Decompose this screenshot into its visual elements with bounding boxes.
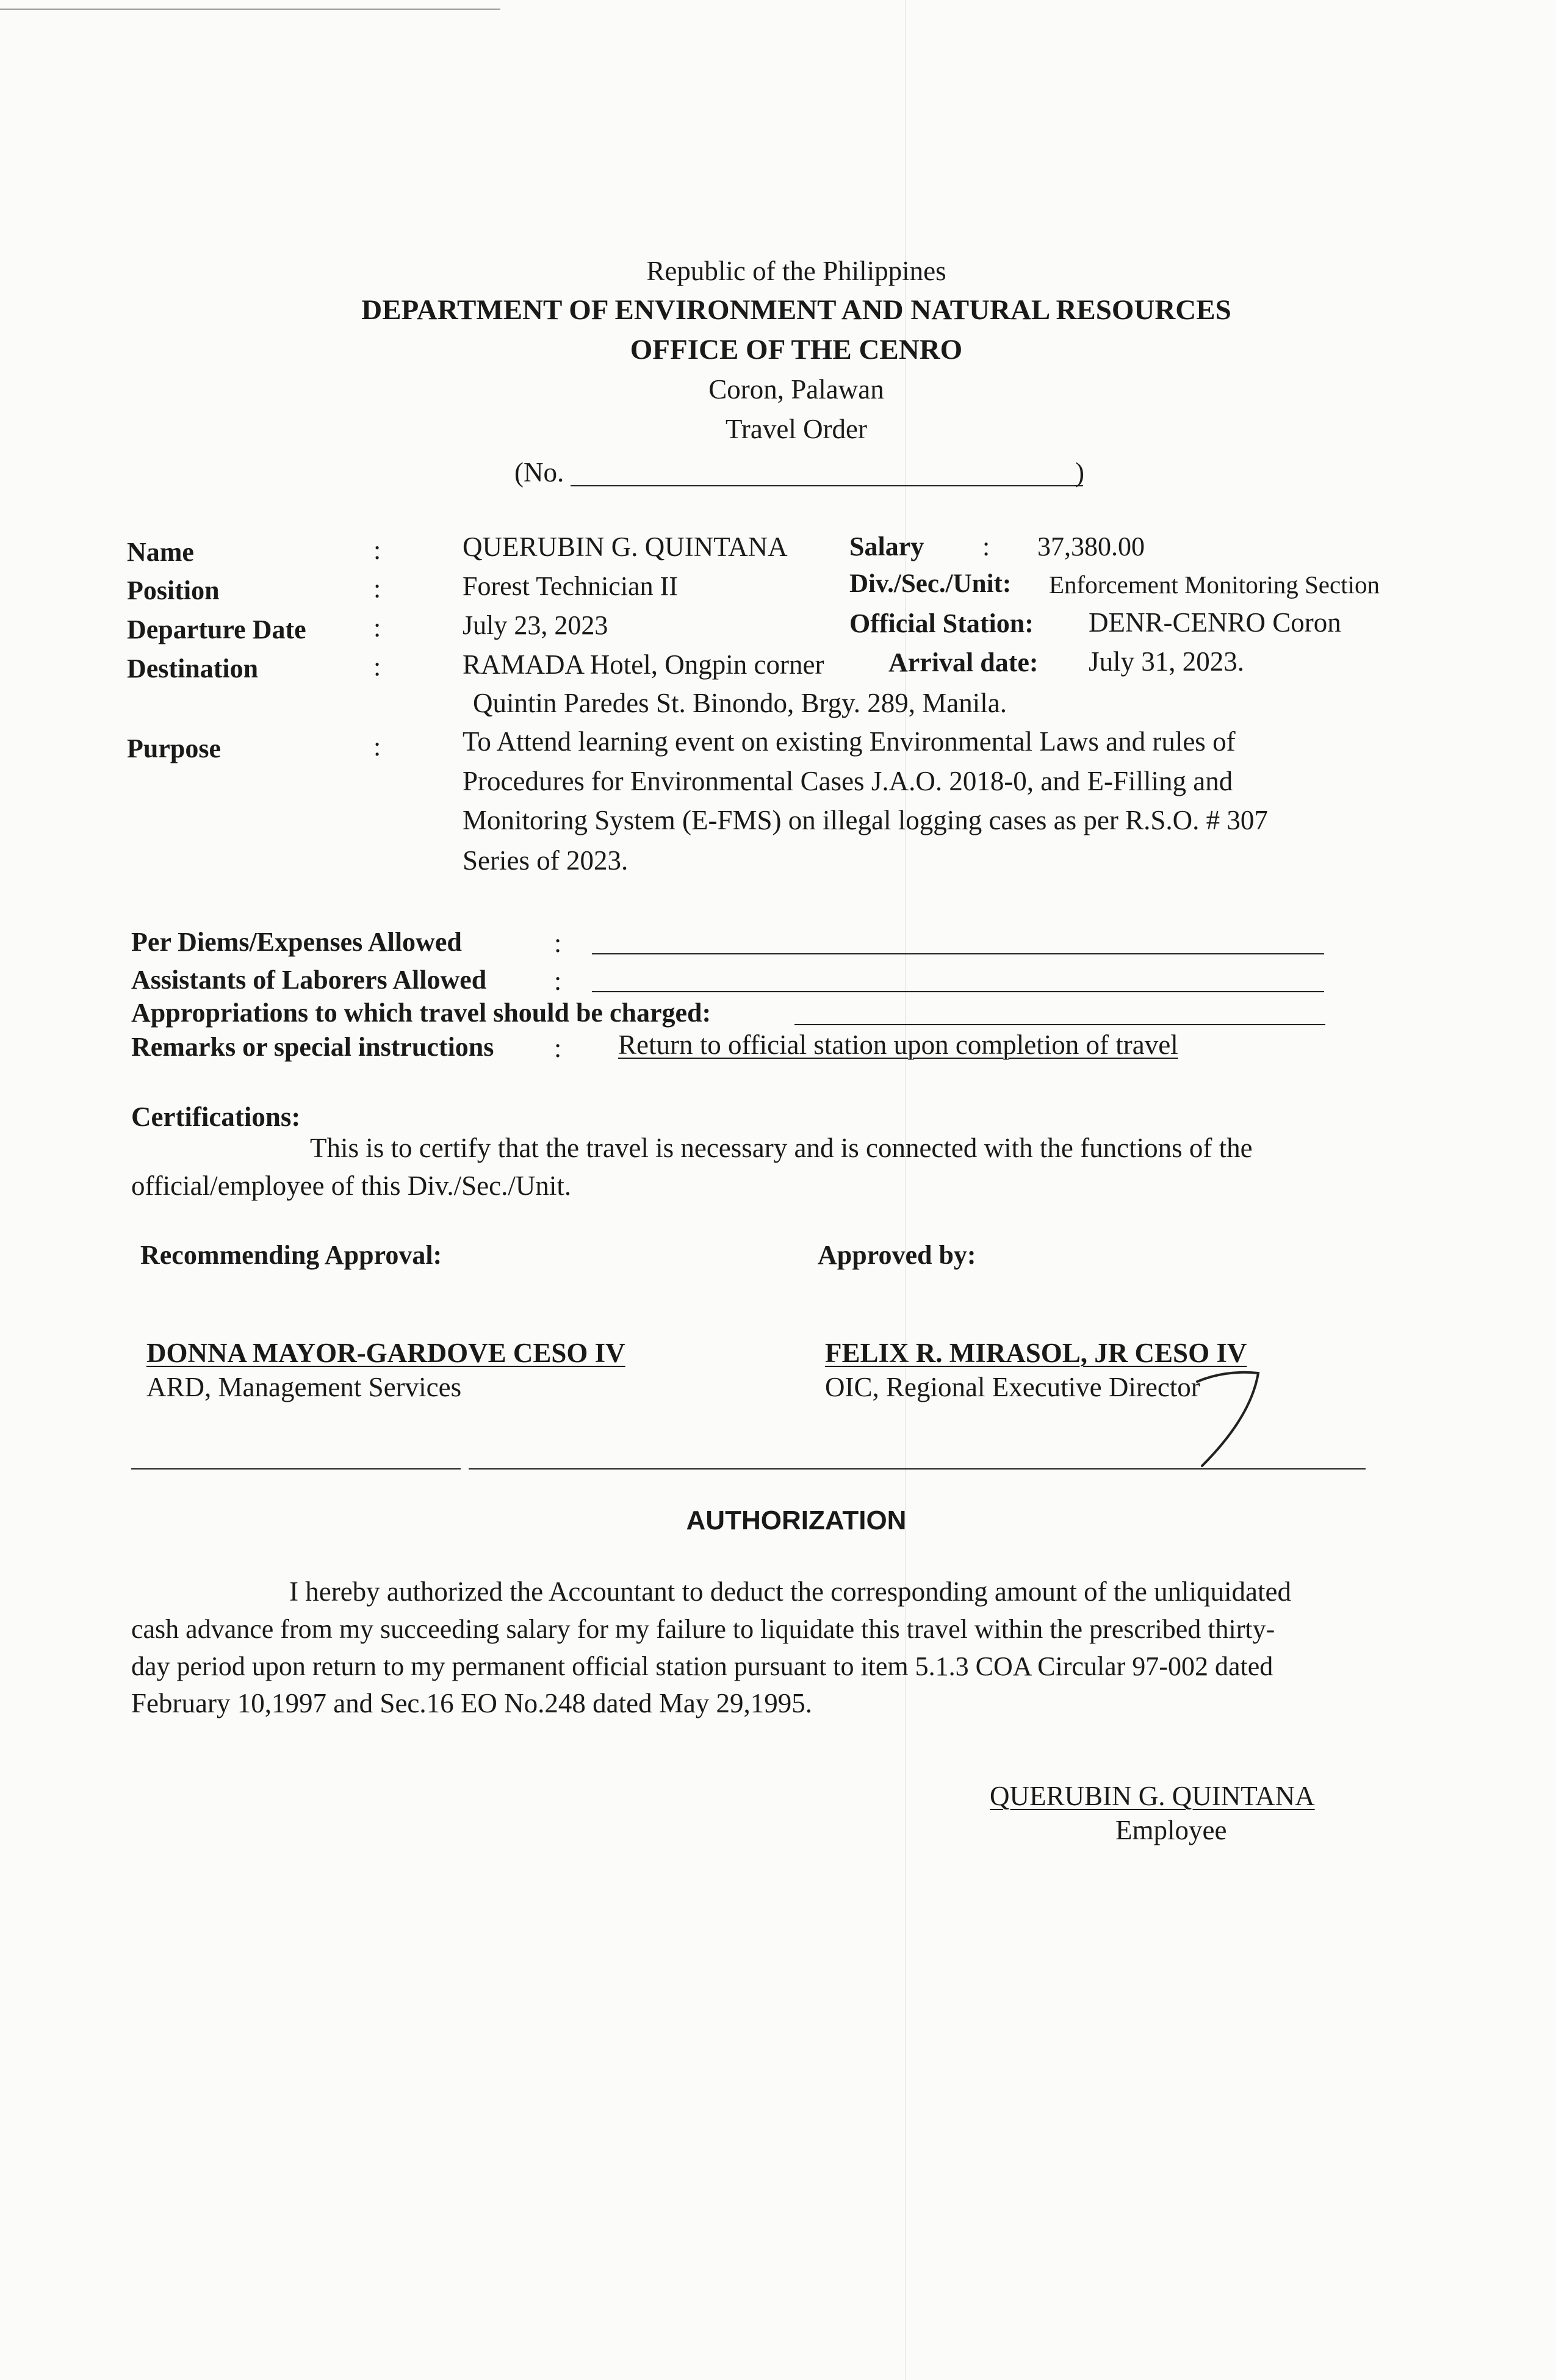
destination-line-2: Quintin Paredes St. Binondo, Brgy. 289, Manila. <box>473 688 1007 718</box>
name-value: QUERUBIN G. QUINTANA <box>463 532 788 562</box>
certification-line-2: official/employee of this Div./Sec./Unit. <box>131 1170 572 1201</box>
colon: : <box>373 652 381 682</box>
number-blank <box>571 485 1083 486</box>
colon: : <box>373 574 381 604</box>
republic-line: Republic of the Philippines <box>646 256 946 286</box>
colon: : <box>373 535 381 565</box>
appropriations-label: Appropriations to which travel should be charged: <box>131 998 711 1028</box>
position-label: Position <box>127 575 220 605</box>
scan-artifact-line <box>0 9 500 10</box>
colon: : <box>373 613 381 643</box>
office-location: Coron, Palawan <box>708 374 884 405</box>
colon: : <box>373 732 381 762</box>
division-value: Enforcement Monitoring Section <box>1049 571 1380 599</box>
office-name: OFFICE OF THE CENRO <box>630 334 963 366</box>
remarks-label: Remarks or special instructions <box>131 1032 494 1062</box>
authorization-heading: AUTHORIZATION <box>686 1506 907 1535</box>
purpose-line-2: Procedures for Environmental Cases J.A.O. 2018-0, and E-Filling and <box>463 766 1233 796</box>
signature-line-left <box>131 1468 461 1469</box>
arrival-label: Arrival date: <box>888 647 1039 677</box>
recommending-approval-label: Recommending Approval: <box>140 1240 442 1270</box>
approver-name: FELIX R. MIRASOL, JR CESO IV <box>825 1338 1247 1368</box>
handwritten-initial-mark <box>1190 1362 1269 1472</box>
remarks-value: Return to official station upon completion of travel <box>618 1030 1178 1060</box>
authorization-line-1: I hereby authorized the Accountant to deduct the corresponding amount of the unliquidated <box>289 1576 1291 1607</box>
certification-line-1: This is to certify that the travel is necessary and is connected with the functions of the <box>310 1133 1253 1163</box>
per-diems-label: Per Diems/Expenses Allowed <box>131 927 462 957</box>
employee-role: Employee <box>1115 1815 1227 1845</box>
station-value: DENR-CENRO Coron <box>1089 607 1341 638</box>
purpose-line-1: To Attend learning event on existing Environmental Laws and rules of <box>463 726 1236 757</box>
division-label: Div./Sec./Unit: <box>849 569 1012 598</box>
number-open: (No. <box>514 457 564 488</box>
signature-line-right <box>469 1468 1366 1469</box>
colon: : <box>554 1033 562 1063</box>
document-title: Travel Order <box>725 414 868 444</box>
certifications-heading: Certifications: <box>131 1102 301 1132</box>
assistants-label: Assistants of Laborers Allowed <box>131 965 487 995</box>
salary-label: Salary <box>849 532 924 561</box>
position-value: Forest Technician II <box>463 571 678 601</box>
departure-label: Departure Date <box>127 615 306 644</box>
purpose-line-3: Monitoring System (E-FMS) on illegal logging cases as per R.S.O. # 307 <box>463 805 1268 835</box>
colon: : <box>554 928 562 958</box>
approved-by-label: Approved by: <box>818 1240 976 1270</box>
colon: : <box>554 966 562 996</box>
recommender-title: ARD, Management Services <box>146 1372 462 1402</box>
authorization-line-4: February 10,1997 and Sec.16 EO No.248 dated May 29,1995. <box>131 1688 813 1718</box>
arrival-value: July 31, 2023. <box>1089 646 1245 677</box>
salary-value: 37,380.00 <box>1037 532 1145 561</box>
employee-name: QUERUBIN G. QUINTANA <box>990 1781 1315 1811</box>
station-label: Official Station: <box>849 608 1034 638</box>
appropriations-blank <box>794 1024 1325 1025</box>
authorization-line-3: day period upon return to my permanent official station pursuant to item 5.1.3 COA Circular 97-002 dated <box>131 1651 1273 1681</box>
purpose-line-4: Series of 2023. <box>463 845 629 876</box>
name-label: Name <box>127 537 194 567</box>
departure-value: July 23, 2023 <box>463 610 608 640</box>
purpose-label: Purpose <box>127 734 221 763</box>
per-diems-blank <box>592 953 1324 954</box>
authorization-line-2: cash advance from my succeeding salary for my failure to liquidate this travel within the prescribed thirty- <box>131 1614 1275 1644</box>
colon: : <box>982 532 990 561</box>
department-name: DEPARTMENT OF ENVIRONMENT AND NATURAL RESOURCES <box>361 294 1231 326</box>
assistants-blank <box>592 991 1324 992</box>
approver-title: OIC, Regional Executive Director <box>825 1372 1200 1402</box>
number-close: ) <box>1075 457 1084 488</box>
recommender-name: DONNA MAYOR-GARDOVE CESO IV <box>146 1338 625 1368</box>
destination-line-1: RAMADA Hotel, Ongpin corner <box>463 649 824 680</box>
destination-label: Destination <box>127 654 259 683</box>
